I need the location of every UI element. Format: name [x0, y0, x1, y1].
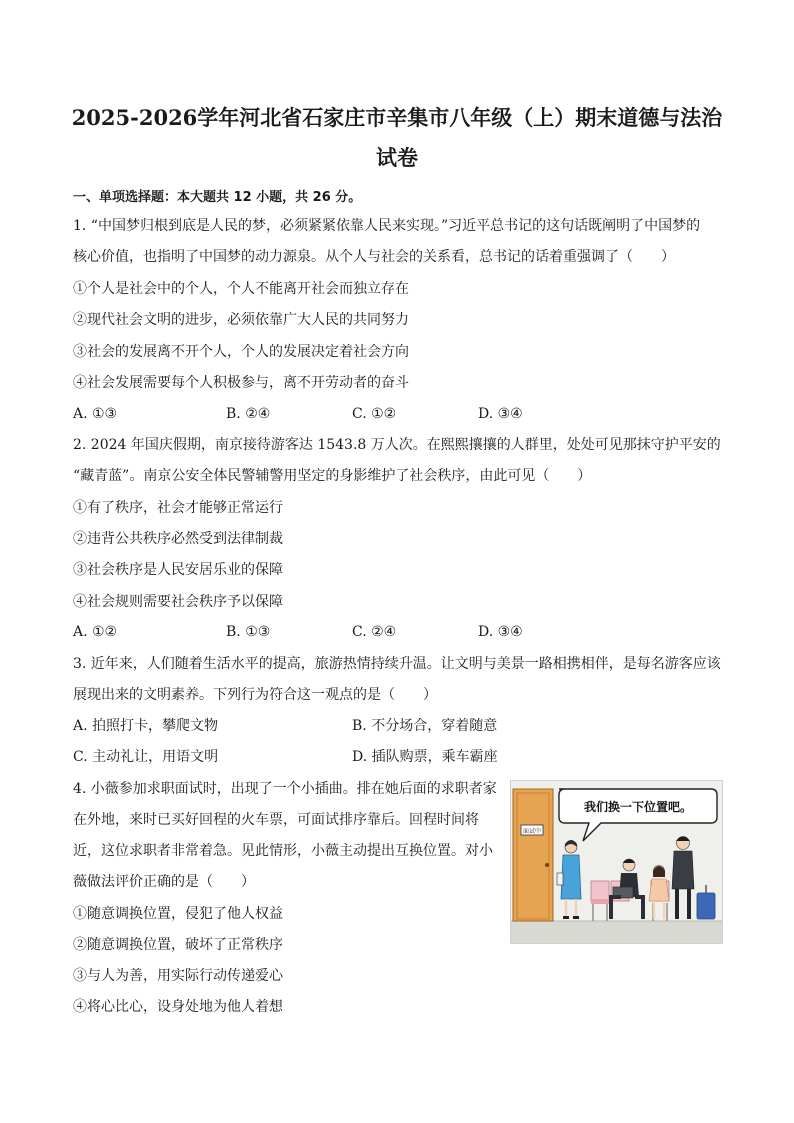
q4-stem-line4: 薇做法评价正确的是（ ）	[73, 874, 255, 890]
q4-stem-line3: 近，这位求职者非常着急。见此情形，小薇主动提出互换位置。对小	[73, 843, 493, 859]
q2-statement-4: ④社会规则需要社会秩序予以保障	[73, 594, 283, 610]
q1-statement-1: ①个人是社会中的个人，个人不能离开社会而独立存在	[73, 281, 409, 297]
q1-option-d[interactable]: D. ③④	[478, 406, 523, 422]
q4-statement-2: ②随意调换位置，破坏了正常秩序	[73, 937, 283, 953]
q1-stem-line2: 核心价值，也指明了中国梦的动力源泉。从个人与社会的关系看，总书记的话着重强调了（ ）	[73, 249, 675, 265]
q2-statement-2: ②违背公共秩序必然受到法律制裁	[73, 531, 283, 547]
q2-stem-line1: 2. 2024 年国庆假期，南京接待游客达 1543.8 万人次。在熙熙攘攘的人群里，处处可见那抹守护平安的	[73, 437, 721, 453]
q3-stem-line2: 展现出来的文明素养。下列行为符合这一观点的是（ ）	[73, 687, 437, 703]
q2-option-a[interactable]: A. ①②	[73, 624, 118, 640]
q1-option-c[interactable]: C. ①②	[352, 406, 397, 422]
q4-illustration	[510, 780, 723, 944]
q4-statement-3: ③与人为善，用实际行动传递爱心	[73, 968, 283, 984]
door-sign: 面试中	[522, 828, 542, 835]
q2-stem-line2: “藏青蓝”。南京公安全体民警辅警用坚定的身影维护了社会秩序，由此可见（ ）	[73, 468, 592, 484]
q4-statement-1: ①随意调换位置，侵犯了他人权益	[73, 906, 283, 922]
q2-option-d[interactable]: D. ③④	[478, 624, 523, 640]
q2-statement-3: ③社会秩序是人民安居乐业的保障	[73, 562, 283, 578]
speech-bubble-text: 我们换一下位置吧。	[583, 800, 693, 814]
exam-title-line2: 试卷	[376, 145, 418, 170]
q1-statement-3: ③社会的发展离不开个人，个人的发展决定着社会方向	[73, 344, 409, 360]
q4-stem-line2: 在外地，来时已买好回程的火车票，可面试排序靠后。回程时间将	[73, 812, 479, 828]
q3-option-d[interactable]: D. 插队购票，乘车霸座	[352, 749, 498, 765]
q1-stem-line1: 1. “中国梦归根到底是人民的梦，必须紧紧依靠人民来实现。”习近平总书记的这句话既阐明了中国梦的	[73, 218, 701, 234]
q3-option-b[interactable]: B. 不分场合，穿着随意	[352, 718, 498, 734]
q3-option-c[interactable]: C. 主动礼让，用语文明	[73, 749, 219, 765]
door-icon	[513, 789, 553, 921]
q2-option-c[interactable]: C. ②④	[352, 624, 397, 640]
q3-stem-line1: 3. 近年来，人们随着生活水平的提高，旅游热情持续升温。让文明与美景一路相携相伴，是每名游客应该	[73, 656, 721, 672]
q4-stem-line1: 4. 小薇参加求职面试时，出现了一个小插曲。排在她后面的求职者家	[73, 781, 497, 797]
q2-statement-1: ①有了秩序，社会才能够正常运行	[73, 500, 283, 516]
q4-statement-4: ④将心比心，设身处地为他人着想	[73, 999, 283, 1015]
q1-option-a[interactable]: A. ①③	[73, 406, 118, 422]
section-heading: 一、单项选择题：本大题共 12 小题，共 26 分。	[73, 190, 362, 205]
q3-option-a[interactable]: A. 拍照打卡，攀爬文物	[73, 718, 219, 734]
q1-statement-2: ②现代社会文明的进步，必须依靠广大人民的共同努力	[73, 312, 409, 328]
q2-option-b[interactable]: B. ①③	[226, 624, 271, 640]
q1-option-b[interactable]: B. ②④	[226, 406, 271, 422]
exam-title-line1: 2025-2026学年河北省石家庄市辛集市八年级（上）期末道德与法治	[71, 105, 723, 130]
q1-statement-4: ④社会发展需要每个人积极参与，离不开劳动者的奋斗	[73, 375, 409, 391]
